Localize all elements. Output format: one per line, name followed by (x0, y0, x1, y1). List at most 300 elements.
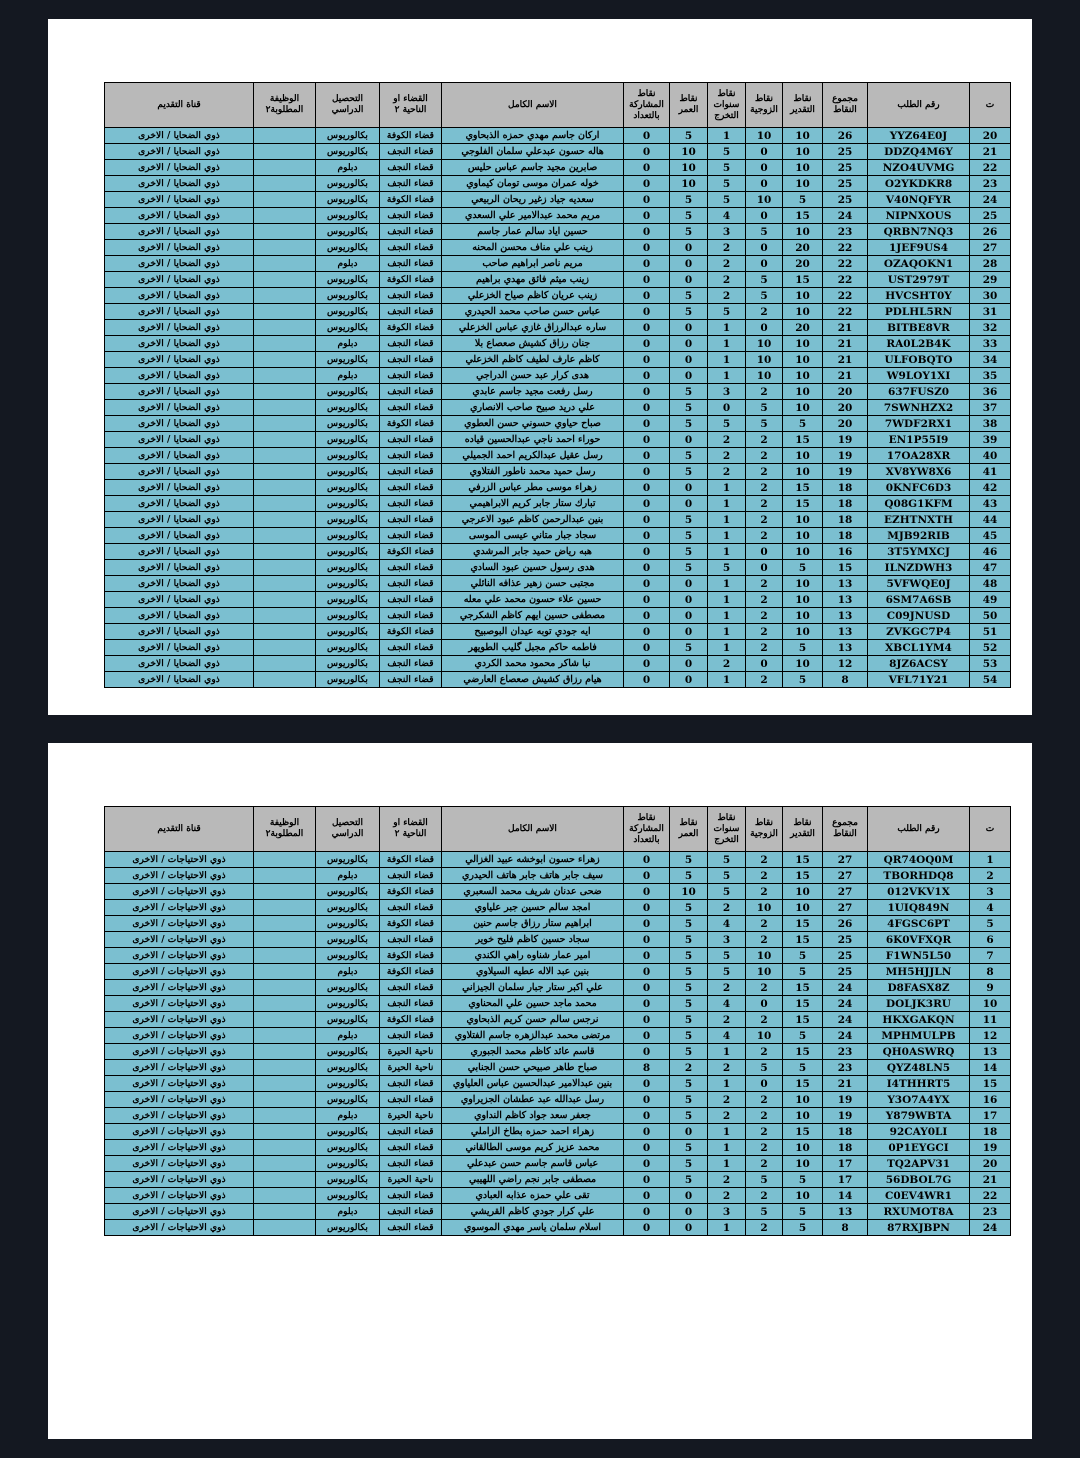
cell-grade-points: 5 (783, 560, 823, 576)
cell-required-job (254, 432, 316, 448)
cell-grade-points: 10 (783, 624, 823, 640)
cell-required-job (254, 448, 316, 464)
cell-census-participation-points: 0 (624, 980, 670, 996)
cell-education: بكالوريوس (316, 1188, 380, 1204)
cell-district: قضاء الكوفة (380, 544, 442, 560)
cell-required-job (254, 480, 316, 496)
table-row (105, 1172, 1011, 1188)
cell-total-points: 24 (823, 1028, 868, 1044)
cell-request-number: Y3O7A4YX (868, 1092, 970, 1108)
cell-marital-points: 2 (746, 448, 783, 464)
cell-required-job (254, 932, 316, 948)
cell-total-points: 18 (823, 1140, 868, 1156)
cell-total-points: 21 (823, 336, 868, 352)
table-row (105, 208, 1011, 224)
cell-required-job (254, 544, 316, 560)
cell-grade-points: 10 (783, 368, 823, 384)
cell-graduation-years-points: 2 (708, 432, 746, 448)
cell-total-points: 13 (823, 1204, 868, 1220)
cell-grade-points: 10 (783, 336, 823, 352)
header-application-channel: قناة التقديم (105, 83, 254, 128)
cell-grade-points: 15 (783, 1012, 823, 1028)
cell-index: 8 (970, 964, 1011, 980)
cell-marital-points: 2 (746, 464, 783, 480)
cell-application-channel: ذوي الضحايا / الاخرى (105, 320, 254, 336)
cell-grade-points: 10 (783, 884, 823, 900)
cell-required-job (254, 1140, 316, 1156)
cell-full-name: زهراء موسى مطر عباس الزرفي (442, 480, 624, 496)
cell-graduation-years-points: 2 (708, 288, 746, 304)
header-education: التحصيل الدراسي (316, 83, 380, 128)
cell-marital-points: 2 (746, 592, 783, 608)
cell-education: بكالوريوس (316, 480, 380, 496)
cell-request-number: EN1P55I9 (868, 432, 970, 448)
cell-request-number: C09JNUSD (868, 608, 970, 624)
cell-grade-points: 15 (783, 996, 823, 1012)
cell-request-number: DOLJK3RU (868, 996, 970, 1012)
cell-marital-points: 0 (746, 320, 783, 336)
cell-graduation-years-points: 1 (708, 576, 746, 592)
cell-request-number: XBCL1YM4 (868, 640, 970, 656)
table-row (105, 916, 1011, 932)
cell-total-points: 21 (823, 352, 868, 368)
cell-total-points: 19 (823, 1108, 868, 1124)
header-total-points: مجموع النقاط (823, 807, 868, 852)
table-row (105, 544, 1011, 560)
cell-graduation-years-points: 1 (708, 336, 746, 352)
cell-age-points: 0 (670, 1220, 708, 1236)
table-row (105, 240, 1011, 256)
cell-education: بكالوريوس (316, 1140, 380, 1156)
cell-grade-points: 10 (783, 288, 823, 304)
cell-application-channel: ذوي الضحايا / الاخرى (105, 208, 254, 224)
table-body (105, 852, 1011, 1236)
cell-application-channel: ذوي الاحتياجات / الاخرى (105, 1156, 254, 1172)
cell-index: 22 (970, 1188, 1011, 1204)
cell-grade-points: 5 (783, 1172, 823, 1188)
cell-application-channel: ذوي الضحايا / الاخرى (105, 144, 254, 160)
cell-age-points: 0 (670, 352, 708, 368)
cell-graduation-years-points: 2 (708, 1012, 746, 1028)
cell-required-job (254, 320, 316, 336)
cell-census-participation-points: 0 (624, 1188, 670, 1204)
cell-full-name: علي دريد صبيح صاحب الانصاري (442, 400, 624, 416)
cell-education: بكالوريوس (316, 640, 380, 656)
cell-request-number: F1WN5L50 (868, 948, 970, 964)
cell-total-points: 18 (823, 1124, 868, 1140)
cell-total-points: 12 (823, 656, 868, 672)
cell-graduation-years-points: 1 (708, 1076, 746, 1092)
cell-index: 24 (970, 1220, 1011, 1236)
cell-request-number: NZO4UVMG (868, 160, 970, 176)
table-row (105, 176, 1011, 192)
cell-age-points: 5 (670, 932, 708, 948)
cell-district: قضاء الكوفة (380, 852, 442, 868)
cell-full-name: علي كرار جودي كاظم القريشي (442, 1204, 624, 1220)
cell-required-job (254, 1092, 316, 1108)
cell-education: بكالوريوس (316, 656, 380, 672)
cell-district: قضاء الكوفة (380, 1012, 442, 1028)
cell-district: قضاء النجف (380, 932, 442, 948)
cell-graduation-years-points: 5 (708, 304, 746, 320)
cell-census-participation-points: 0 (624, 964, 670, 980)
cell-marital-points: 10 (746, 964, 783, 980)
cell-marital-points: 10 (746, 128, 783, 144)
cell-age-points: 0 (670, 272, 708, 288)
cell-graduation-years-points: 2 (708, 256, 746, 272)
cell-age-points: 5 (670, 964, 708, 980)
cell-index: 28 (970, 256, 1011, 272)
cell-request-number: O2YKDKR8 (868, 176, 970, 192)
cell-district: قضاء الكوفة (380, 416, 442, 432)
cell-total-points: 21 (823, 1076, 868, 1092)
cell-index: 6 (970, 932, 1011, 948)
cell-total-points: 19 (823, 464, 868, 480)
cell-age-points: 5 (670, 224, 708, 240)
cell-required-job (254, 868, 316, 884)
cell-marital-points: 10 (746, 192, 783, 208)
cell-required-job (254, 672, 316, 688)
cell-census-participation-points: 0 (624, 1076, 670, 1092)
cell-graduation-years-points: 2 (708, 272, 746, 288)
cell-application-channel: ذوي الاحتياجات / الاخرى (105, 884, 254, 900)
cell-marital-points: 0 (746, 160, 783, 176)
cell-education: بكالوريوس (316, 948, 380, 964)
cell-district: ناحية الحيرة (380, 1060, 442, 1076)
cell-education: بكالوريوس (316, 272, 380, 288)
table-row (105, 1076, 1011, 1092)
table-row (105, 128, 1011, 144)
cell-application-channel: ذوي الضحايا / الاخرى (105, 672, 254, 688)
table-row (105, 1028, 1011, 1044)
cell-grade-points: 5 (783, 1060, 823, 1076)
cell-education: بكالوريوس (316, 128, 380, 144)
header-census-participation-points: نقاط المشاركة بالتعداد (624, 83, 670, 128)
cell-grade-points: 15 (783, 1044, 823, 1060)
cell-education: بكالوريوس (316, 592, 380, 608)
header-required-job: الوظيفة المطلوبة٢ (254, 807, 316, 852)
header-full-name: الاسم الكامل (442, 807, 624, 852)
cell-marital-points: 2 (746, 1092, 783, 1108)
cell-full-name: نرجس سالم حسن كريم الذبحاوي (442, 1012, 624, 1028)
cell-marital-points: 0 (746, 560, 783, 576)
cell-total-points: 22 (823, 256, 868, 272)
cell-request-number: 1JEF9US4 (868, 240, 970, 256)
cell-district: قضاء النجف (380, 160, 442, 176)
cell-marital-points: 0 (746, 240, 783, 256)
cell-marital-points: 2 (746, 608, 783, 624)
table-row (105, 996, 1011, 1012)
header-district: القضاء او الناحية ٢ (380, 807, 442, 852)
cell-full-name: عباس حسن صاحب محمد الحيدري (442, 304, 624, 320)
cell-education: بكالوريوس (316, 852, 380, 868)
cell-age-points: 0 (670, 480, 708, 496)
cell-census-participation-points: 0 (624, 1220, 670, 1236)
cell-census-participation-points: 0 (624, 544, 670, 560)
cell-request-number: RXUMOT8A (868, 1204, 970, 1220)
cell-census-participation-points: 0 (624, 1108, 670, 1124)
cell-education: بكالوريوس (316, 624, 380, 640)
cell-district: ناحية الحيرة (380, 1172, 442, 1188)
cell-census-participation-points: 0 (624, 208, 670, 224)
cell-age-points: 0 (670, 1204, 708, 1220)
cell-full-name: ابراهيم ستار رزاق جاسم حنين (442, 916, 624, 932)
table-row (105, 464, 1011, 480)
cell-census-participation-points: 0 (624, 1044, 670, 1060)
cell-graduation-years-points: 4 (708, 996, 746, 1012)
table-row (105, 320, 1011, 336)
cell-required-job (254, 1156, 316, 1172)
cell-application-channel: ذوي الاحتياجات / الاخرى (105, 868, 254, 884)
cell-total-points: 24 (823, 208, 868, 224)
cell-district: قضاء النجف (380, 288, 442, 304)
cell-total-points: 19 (823, 432, 868, 448)
cell-grade-points: 10 (783, 592, 823, 608)
cell-age-points: 5 (670, 948, 708, 964)
cell-required-job (254, 656, 316, 672)
cell-graduation-years-points: 1 (708, 368, 746, 384)
cell-marital-points: 2 (746, 1220, 783, 1236)
cell-total-points: 25 (823, 948, 868, 964)
header-district: القضاء او الناحية ٢ (380, 83, 442, 128)
cell-census-participation-points: 0 (624, 592, 670, 608)
cell-total-points: 20 (823, 400, 868, 416)
cell-request-number: I4THHRT5 (868, 1076, 970, 1092)
cell-district: قضاء النجف (380, 208, 442, 224)
cell-district: قضاء الكوفة (380, 272, 442, 288)
cell-request-number: 5VFWQE0J (868, 576, 970, 592)
cell-education: بكالوريوس (316, 144, 380, 160)
cell-total-points: 25 (823, 160, 868, 176)
cell-district: قضاء النجف (380, 868, 442, 884)
cell-index: 20 (970, 1156, 1011, 1172)
cell-marital-points: 0 (746, 656, 783, 672)
cell-index: 40 (970, 448, 1011, 464)
cell-census-participation-points: 0 (624, 496, 670, 512)
cell-required-job (254, 1044, 316, 1060)
cell-graduation-years-points: 3 (708, 384, 746, 400)
cell-grade-points: 10 (783, 352, 823, 368)
header-full-name: الاسم الكامل (442, 83, 624, 128)
cell-age-points: 5 (670, 1140, 708, 1156)
cell-index: 23 (970, 1204, 1011, 1220)
cell-district: قضاء النجف (380, 640, 442, 656)
table-row (105, 416, 1011, 432)
cell-education: بكالوريوس (316, 352, 380, 368)
cell-education: بكالوريوس (316, 528, 380, 544)
cell-request-number: D8FASX8Z (868, 980, 970, 996)
cell-total-points: 27 (823, 852, 868, 868)
cell-grade-points: 10 (783, 400, 823, 416)
cell-application-channel: ذوي الاحتياجات / الاخرى (105, 1076, 254, 1092)
cell-grade-points: 15 (783, 432, 823, 448)
cell-required-job (254, 464, 316, 480)
cell-total-points: 27 (823, 884, 868, 900)
cell-graduation-years-points: 5 (708, 852, 746, 868)
cell-index: 29 (970, 272, 1011, 288)
cell-required-job (254, 144, 316, 160)
cell-graduation-years-points: 1 (708, 1044, 746, 1060)
table-row (105, 640, 1011, 656)
cell-age-points: 5 (670, 1044, 708, 1060)
cell-application-channel: ذوي الضحايا / الاخرى (105, 640, 254, 656)
cell-marital-points: 5 (746, 400, 783, 416)
cell-marital-points: 0 (746, 544, 783, 560)
cell-education: بكالوريوس (316, 1092, 380, 1108)
cell-application-channel: ذوي الضحايا / الاخرى (105, 432, 254, 448)
cell-graduation-years-points: 5 (708, 144, 746, 160)
cell-application-channel: ذوي الضحايا / الاخرى (105, 240, 254, 256)
cell-required-job (254, 560, 316, 576)
cell-marital-points: 10 (746, 336, 783, 352)
cell-full-name: تقى علي حمزه عذابه العبادي (442, 1188, 624, 1204)
header-graduation-years-points: نقاط سنوات التخرج (708, 83, 746, 128)
cell-marital-points: 2 (746, 1124, 783, 1140)
cell-district: قضاء الكوفة (380, 948, 442, 964)
cell-required-job (254, 384, 316, 400)
cell-age-points: 5 (670, 288, 708, 304)
cell-marital-points: 2 (746, 980, 783, 996)
cell-marital-points: 2 (746, 1156, 783, 1172)
cell-required-job (254, 352, 316, 368)
header-index: ت (970, 83, 1011, 128)
cell-graduation-years-points: 2 (708, 1172, 746, 1188)
cell-age-points: 5 (670, 528, 708, 544)
cell-census-participation-points: 0 (624, 1156, 670, 1172)
cell-full-name: تبارك ستار جابر كريم الابراهيمي (442, 496, 624, 512)
cell-district: قضاء النجف (380, 560, 442, 576)
cell-census-participation-points: 0 (624, 852, 670, 868)
cell-age-points: 0 (670, 1124, 708, 1140)
cell-required-job (254, 224, 316, 240)
cell-district: قضاء النجف (380, 512, 442, 528)
cell-district: قضاء الكوفة (380, 624, 442, 640)
cell-marital-points: 5 (746, 272, 783, 288)
cell-required-job (254, 948, 316, 964)
cell-age-points: 5 (670, 512, 708, 528)
cell-total-points: 23 (823, 1060, 868, 1076)
cell-marital-points: 2 (746, 1188, 783, 1204)
cell-education: بكالوريوس (316, 1172, 380, 1188)
cell-application-channel: ذوي الضحايا / الاخرى (105, 480, 254, 496)
cell-request-number: XV8YW8X6 (868, 464, 970, 480)
table-row (105, 672, 1011, 688)
cell-total-points: 13 (823, 576, 868, 592)
cell-full-name: رسل رفعت مجيد جاسم عابدي (442, 384, 624, 400)
cell-graduation-years-points: 5 (708, 560, 746, 576)
cell-district: قضاء النجف (380, 900, 442, 916)
cell-full-name: زينب علي مناف محسن المحنه (442, 240, 624, 256)
cell-age-points: 5 (670, 128, 708, 144)
table-row (105, 224, 1011, 240)
table-row (105, 560, 1011, 576)
cell-application-channel: ذوي الضحايا / الاخرى (105, 592, 254, 608)
cell-index: 12 (970, 1028, 1011, 1044)
cell-age-points: 5 (670, 1172, 708, 1188)
table-row (105, 1060, 1011, 1076)
cell-age-points: 0 (670, 240, 708, 256)
cell-census-participation-points: 8 (624, 1060, 670, 1076)
cell-district: قضاء الكوفة (380, 320, 442, 336)
table-row (105, 480, 1011, 496)
cell-index: 36 (970, 384, 1011, 400)
cell-district: قضاء النجف (380, 240, 442, 256)
cell-request-number: 87RXJBPN (868, 1220, 970, 1236)
cell-index: 35 (970, 368, 1011, 384)
cell-full-name: هبه رياض حميد جابر المرشدي (442, 544, 624, 560)
cell-full-name: مجتبى حسن زهير عذافه النائلي (442, 576, 624, 592)
cell-district: قضاء النجف (380, 304, 442, 320)
cell-full-name: علي اكبر ستار جبار سلمان الجيزاني (442, 980, 624, 996)
cell-full-name: رسل عبدالله عبد عطشان الجزيراوي (442, 1092, 624, 1108)
cell-full-name: صباح طاهر صبيحي حسن الجنابي (442, 1060, 624, 1076)
cell-full-name: ايه جودي توبه عيدان البوصبيح (442, 624, 624, 640)
cell-required-job (254, 256, 316, 272)
cell-full-name: جنان رزاق كشيش صعصاع بلا (442, 336, 624, 352)
cell-grade-points: 10 (783, 144, 823, 160)
cell-district: ناحية الحيرة (380, 1108, 442, 1124)
cell-graduation-years-points: 1 (708, 608, 746, 624)
table-row (105, 256, 1011, 272)
cell-required-job (254, 128, 316, 144)
cell-district: قضاء النجف (380, 224, 442, 240)
cell-census-participation-points: 0 (624, 224, 670, 240)
cell-education: بكالوريوس (316, 1012, 380, 1028)
cell-district: قضاء الكوفة (380, 964, 442, 980)
header-age-points: نقاط العمر (670, 83, 708, 128)
cell-total-points: 20 (823, 416, 868, 432)
cell-district: قضاء النجف (380, 176, 442, 192)
table-row (105, 868, 1011, 884)
cell-grade-points: 10 (783, 160, 823, 176)
cell-grade-points: 10 (783, 224, 823, 240)
cell-education: بكالوريوس (316, 1156, 380, 1172)
cell-total-points: 19 (823, 1092, 868, 1108)
cell-graduation-years-points: 3 (708, 1204, 746, 1220)
cell-district: قضاء النجف (380, 256, 442, 272)
cell-request-number: QYZ48LN5 (868, 1060, 970, 1076)
cell-census-participation-points: 0 (624, 320, 670, 336)
cell-marital-points: 2 (746, 916, 783, 932)
cell-district: قضاء النجف (380, 996, 442, 1012)
cell-index: 10 (970, 996, 1011, 1012)
cell-education: بكالوريوس (316, 1220, 380, 1236)
cell-age-points: 0 (670, 672, 708, 688)
cell-index: 9 (970, 980, 1011, 996)
cell-application-channel: ذوي الاحتياجات / الاخرى (105, 1220, 254, 1236)
cell-census-participation-points: 0 (624, 1172, 670, 1188)
cell-education: بكالوريوس (316, 416, 380, 432)
cell-grade-points: 10 (783, 900, 823, 916)
cell-education: بكالوريوس (316, 240, 380, 256)
cell-district: قضاء الكوفة (380, 192, 442, 208)
cell-census-participation-points: 0 (624, 1028, 670, 1044)
cell-graduation-years-points: 1 (708, 1156, 746, 1172)
header-index: ت (970, 807, 1011, 852)
cell-request-number: HVCSHT0Y (868, 288, 970, 304)
cell-application-channel: ذوي الضحايا / الاخرى (105, 288, 254, 304)
cell-index: 47 (970, 560, 1011, 576)
cell-education: بكالوريوس (316, 916, 380, 932)
cell-full-name: حسين علاء حسون محمد علي معله (442, 592, 624, 608)
cell-required-job (254, 288, 316, 304)
cell-total-points: 20 (823, 384, 868, 400)
cell-full-name: امجد سالم حسين جبر علياوي (442, 900, 624, 916)
cell-total-points: 21 (823, 368, 868, 384)
cell-total-points: 17 (823, 1156, 868, 1172)
cell-graduation-years-points: 2 (708, 980, 746, 996)
cell-education: بكالوريوس (316, 544, 380, 560)
